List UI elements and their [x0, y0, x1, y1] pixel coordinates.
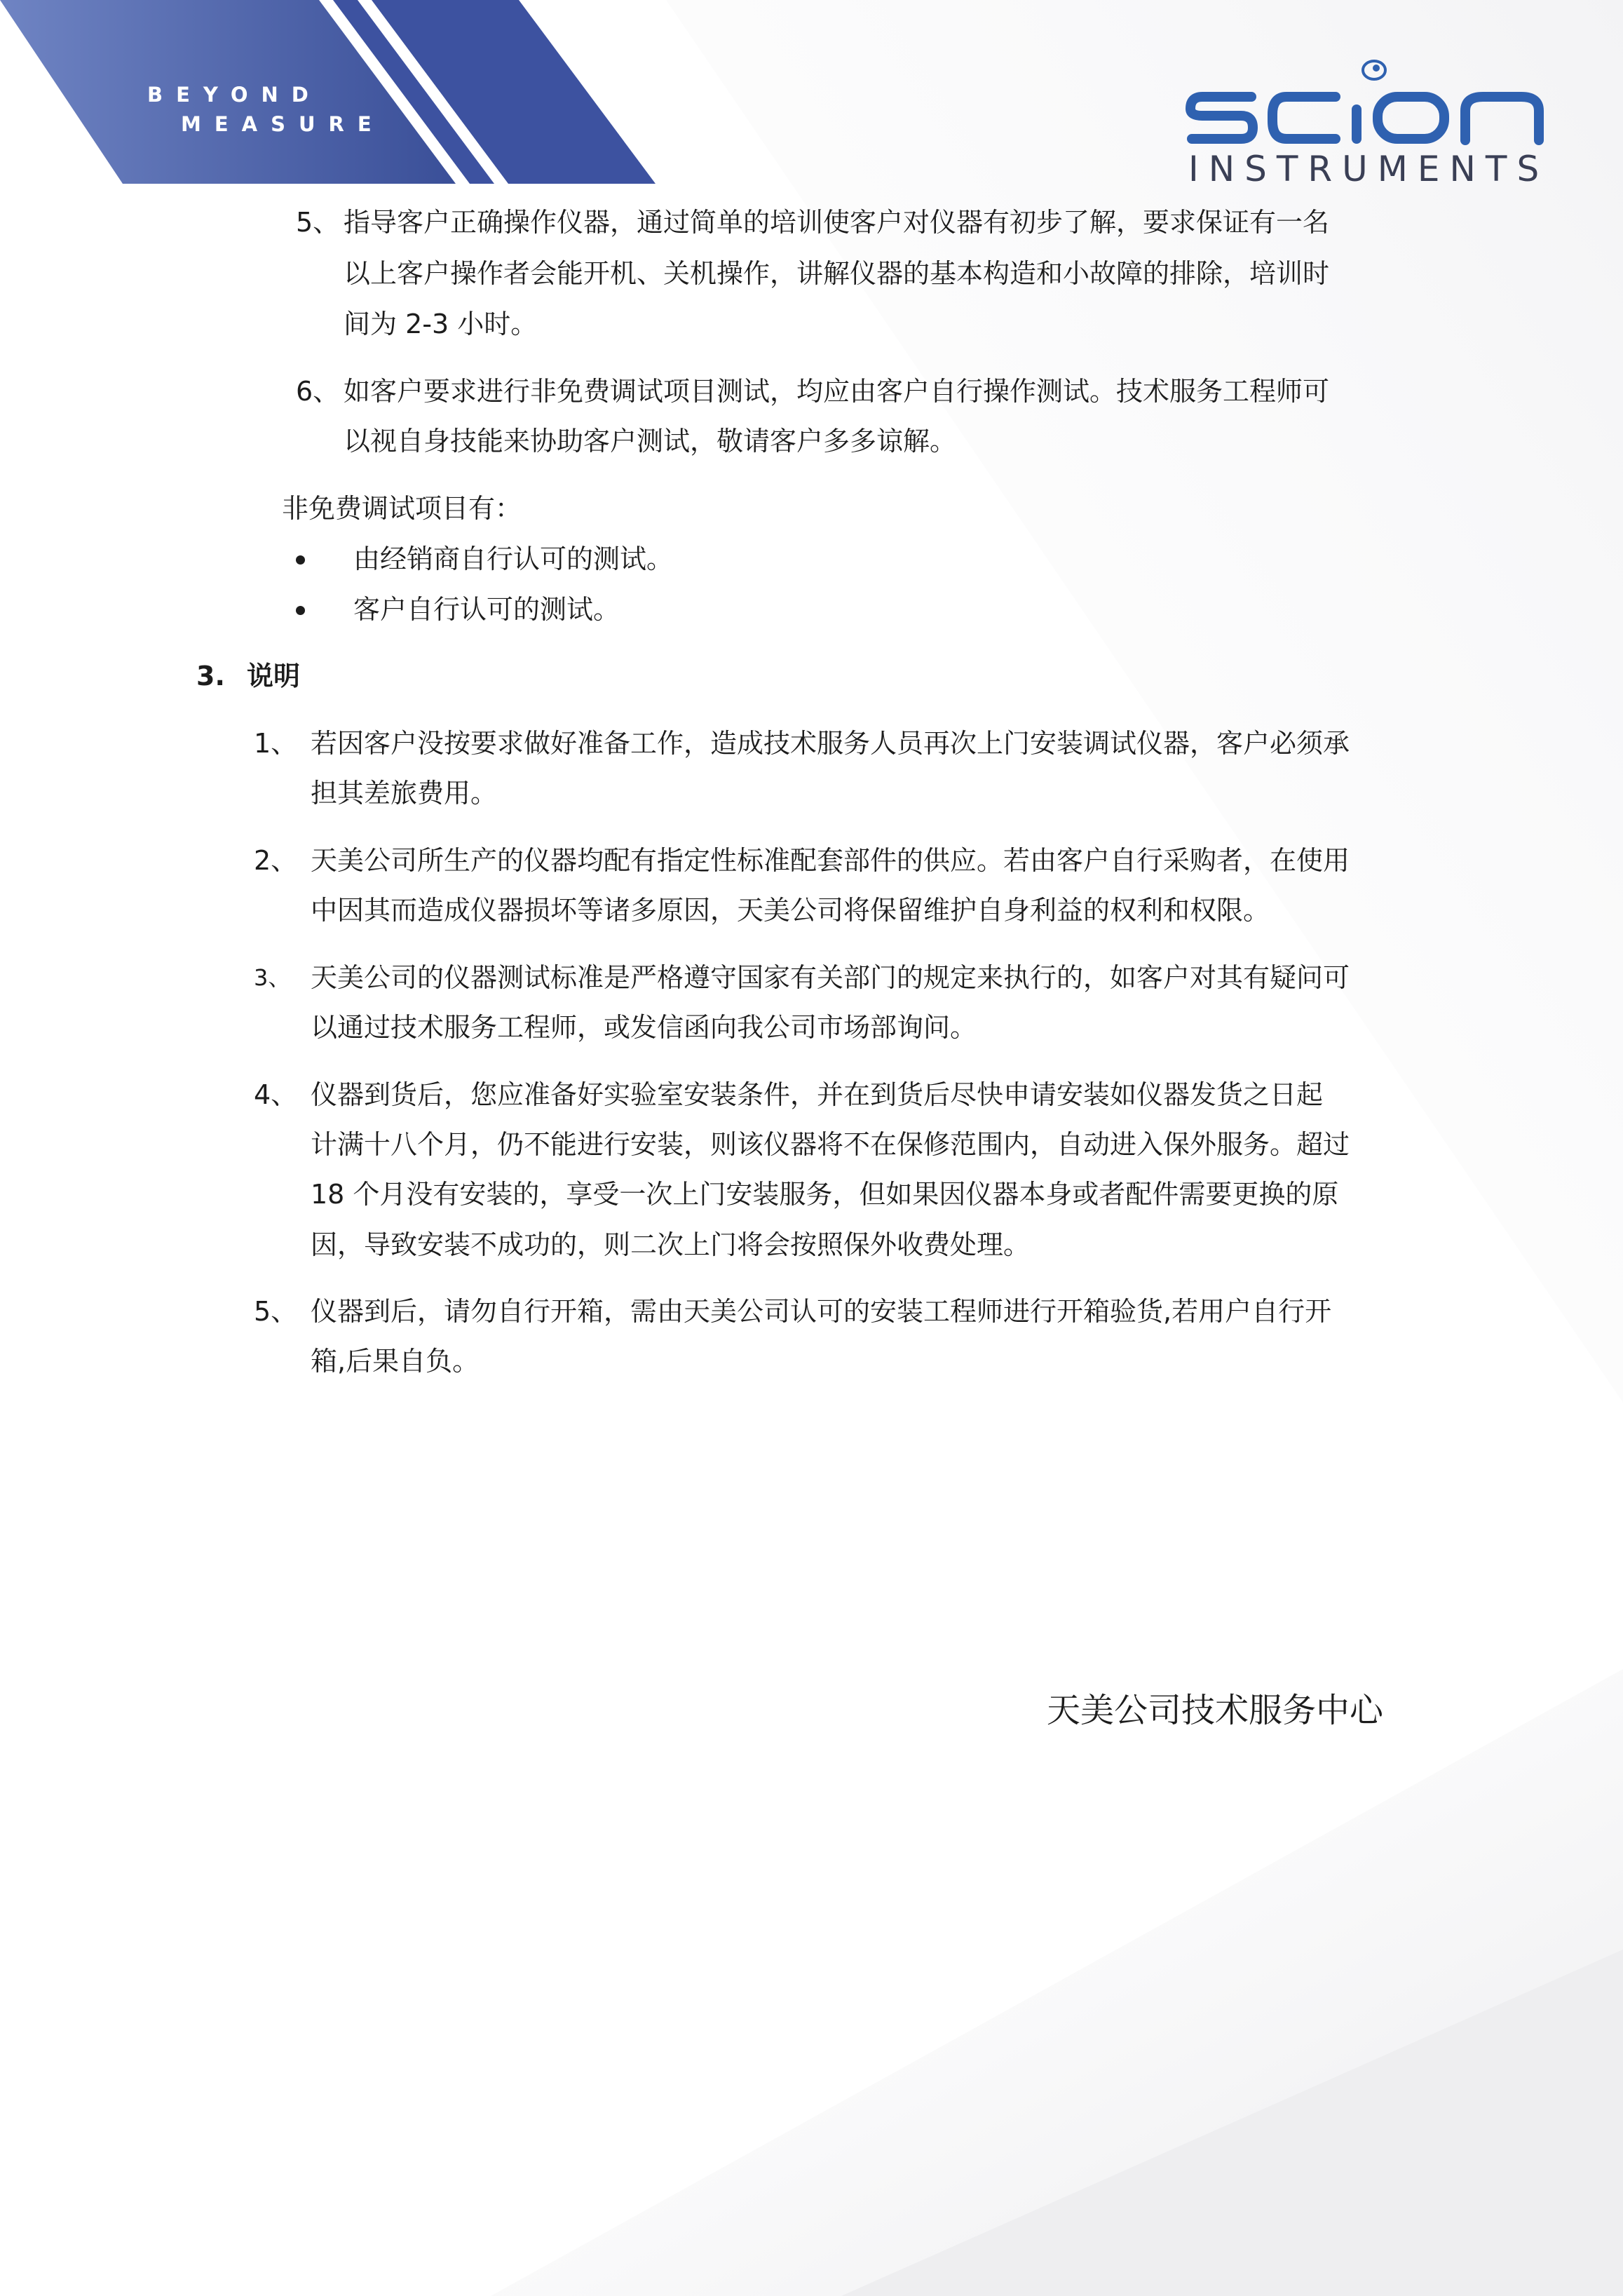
- note-3-line-2: 以通过技术服务工程师，或发信函向我公司市场部询问。: [311, 1012, 977, 1043]
- section-3-title: 说明: [247, 661, 301, 691]
- note-1-line-2: 担其差旅费用。: [311, 778, 498, 809]
- step-6-number: 6、: [296, 376, 340, 407]
- note-3-number: 3、: [254, 964, 291, 991]
- note-5-line-1: 仪器到后，请勿自行开箱，需由天美公司认可的安装工程师进行开箱验货,若用户自行开: [311, 1296, 1332, 1327]
- note-4-line-4: 因，导致安装不成功的，则二次上门将会按照保外收费处理。: [311, 1229, 1031, 1260]
- note-4-line-1: 仪器到货后，您应准备好实验室安装条件，并在到货后尽快申请安装如仪器发货之日起: [311, 1079, 1324, 1110]
- section-3-number: 3.: [196, 661, 225, 691]
- step-6-line-1: 如客户要求进行非免费调试项目测试，均应由客户自行操作测试。技术服务工程师可: [344, 376, 1330, 407]
- step-5-line-3: 间为 2-3 小时。: [344, 309, 538, 339]
- step-5-number: 5、: [296, 207, 340, 238]
- step-5-line-1: 指导客户正确操作仪器，通过简单的培训使客户对仪器有初步了解，要求保证有一名: [344, 207, 1330, 238]
- signature-department: 天美公司技术服务中心: [1047, 1691, 1384, 1730]
- note-5-number: 5、: [254, 1296, 298, 1327]
- note-5-line-2: 箱,后果自负。: [311, 1346, 480, 1377]
- company-logo: [1185, 56, 1549, 189]
- bullet-dot: [296, 606, 305, 615]
- note-3-line-1: 天美公司的仪器测试标准是严格遵守国家有关部门的规定来执行的，如客户对其有疑问可: [311, 962, 1350, 993]
- header-banner: [0, 0, 687, 184]
- note-4-number: 4、: [254, 1079, 298, 1110]
- note-4-line-2: 计满十八个月，仍不能进行安装，则该仪器将不在保修范围内，自动进入保外服务。超过: [311, 1129, 1350, 1160]
- note-2-line-2: 中因其而造成仪器损坏等诸多原因，天美公司将保留维护自身利益的权利和权限。: [311, 895, 1270, 926]
- non-free-item-2: 客户自行认可的测试。: [353, 594, 620, 625]
- logo-instruments-text: INSTRUMENTS: [1188, 149, 1549, 189]
- note-2-line-1: 天美公司所生产的仪器均配有指定性标准配套部件的供应。若由客户自行采购者，在使用: [311, 845, 1350, 876]
- non-free-item-1: 由经销商自行认可的测试。: [353, 543, 674, 574]
- tagline-measure: MEASURE: [181, 112, 385, 136]
- bullet-dot: [296, 555, 305, 565]
- note-1-line-1: 若因客户没按要求做好准备工作，造成技术服务人员再次上门安装调试仪器，客户必须承: [311, 728, 1350, 759]
- note-1-number: 1、: [254, 728, 298, 759]
- step-6-line-2: 以视自身技能来协助客户测试，敬请客户多多谅解。: [344, 426, 957, 457]
- note-4-line-3: 18 个月没有安装的，享受一次上门安装服务，但如果因仪器本身或者配件需要更换的原: [311, 1179, 1339, 1210]
- note-2-number: 2、: [254, 845, 298, 876]
- non-free-title: 非免费调试项目有：: [282, 493, 522, 524]
- step-5-line-2: 以上客户操作者会能开机、关机操作，讲解仪器的基本构造和小故障的排除，培训时: [344, 258, 1330, 289]
- tagline-beyond: BEYOND: [147, 83, 322, 107]
- logo-scion-wordmark: [1185, 76, 1549, 146]
